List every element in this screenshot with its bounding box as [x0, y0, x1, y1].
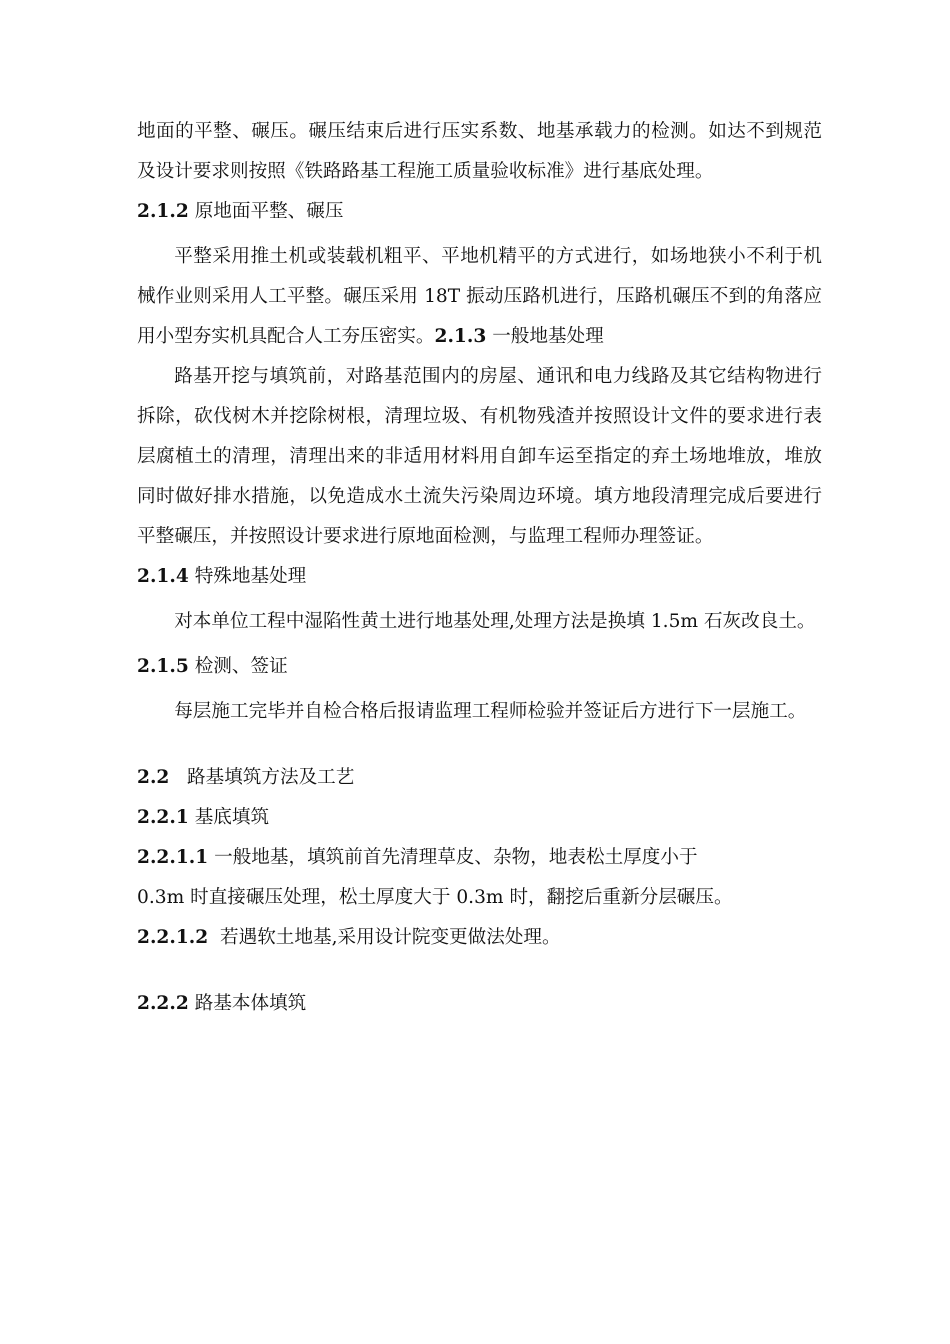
paragraph-2-1-3: 路基开挖与填筑前，对路基范围内的房屋、通讯和电力线路及其它结构物进行拆除，砍伐树木并挖除树根，清理垃圾、有机物残渣并按照设计文件的要求进行表层腐植土的清理，清理出来的非适用材料用自卸车运至指定的弃土场地堆放，堆放同时做好排水措施，以免造成水土流失污染周边环境。填方地段清理完成后要进行平整碾压，并按照设计要求进行原地面检测，与监理工程师办理签证。	[137, 366, 822, 547]
heading-number: 2.1.4	[137, 566, 189, 587]
heading-2-1-2	[137, 192, 822, 232]
heading-title-inline: 一般地基处理	[492, 326, 604, 347]
heading-2-2-1	[137, 798, 822, 838]
heading-title: 基底填筑	[194, 807, 270, 828]
item-number: 2.2.1.2	[137, 927, 209, 948]
heading-title: 原地面平整、碾压	[194, 201, 344, 222]
heading-number: 2.2.2	[137, 993, 189, 1014]
paragraph-2-1-2	[137, 237, 822, 357]
paragraph-2-1-4: 对本单位工程中湿陷性黄土进行地基处理,处理方法是换填 1.5m 石灰改良土。	[174, 611, 816, 632]
item-text: 若遇软土地基,采用设计院变更做法处理。	[220, 927, 561, 948]
document-body	[137, 112, 822, 1024]
item-2-2-1-2	[137, 918, 822, 958]
item-text: 一般地基，填筑前首先清理草皮、杂物，地表松土厚度小于	[214, 847, 698, 868]
heading-number: 2.1.5	[137, 656, 189, 677]
heading-title: 检测、签证	[194, 656, 288, 677]
heading-title: 路基本体填筑	[194, 993, 307, 1014]
heading-number: 2.2.1	[137, 807, 189, 828]
item-number: 2.2.1.1	[137, 847, 209, 868]
heading-number: 2.2	[137, 767, 170, 788]
paragraph-2-1-5: 每层施工完毕并自检合格后报请监理工程师检验并签证后方进行下一层施工。	[174, 701, 807, 722]
heading-2-2	[137, 758, 822, 798]
heading-title: 路基填筑方法及工艺	[187, 767, 355, 788]
item-2-2-1-1-line2: 0.3m 时直接碾压处理，松土厚度大于 0.3m 时，翻挖后重新分层碾压。	[137, 887, 733, 908]
heading-2-1-5	[137, 647, 822, 687]
heading-title: 特殊地基处理	[194, 566, 307, 587]
heading-number: 2.1.2	[137, 201, 189, 222]
item-2-2-1-1-line1	[137, 838, 822, 878]
paragraph-intro: 地面的平整、碾压。碾压结束后进行压实系数、地基承载力的检测。如达不到规范及设计要求则按照《铁路路基工程施工质量验收标准》进行基底处理。	[137, 121, 822, 182]
heading-2-1-4	[137, 557, 822, 597]
heading-number-inline: 2.1.3	[434, 326, 487, 347]
paragraph-text: 平整采用推土机或装载机粗平、平地机精平的方式进行，如场地狭小不利于机械作业则采用人工平整。碾压采用 18T 振动压路机进行，压路机碾压不到的角落应用小型夯实机具配合人工夯压密实。	[137, 246, 822, 347]
heading-2-2-2	[137, 984, 822, 1024]
